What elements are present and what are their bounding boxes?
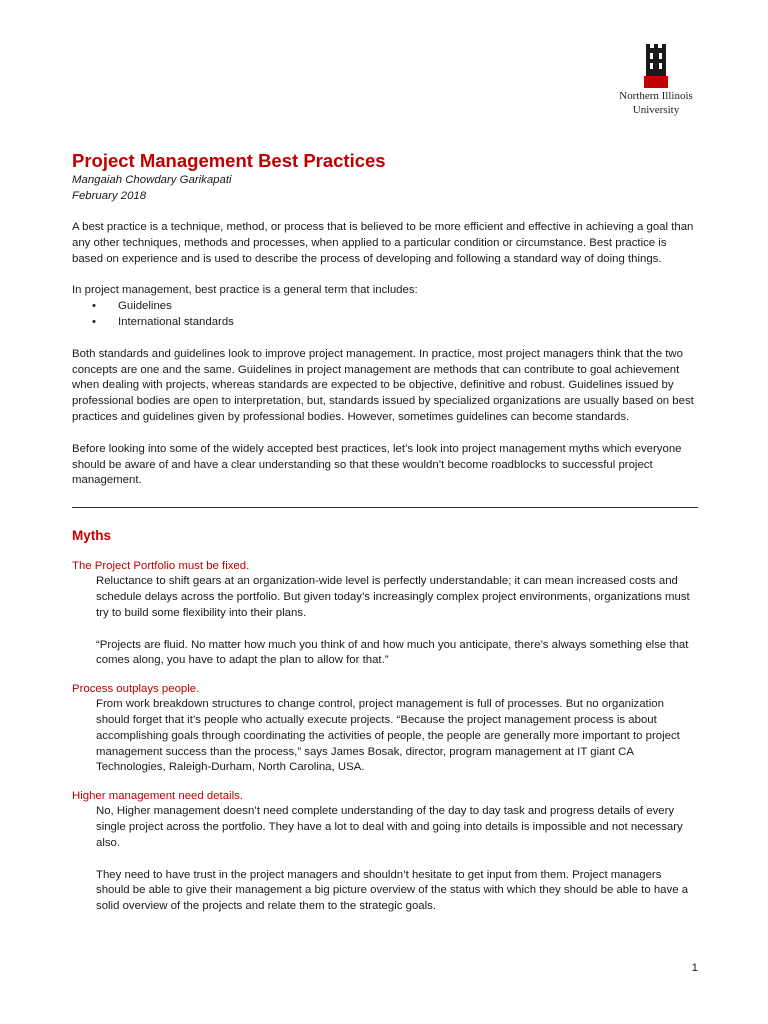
myth-3-paragraph-2: They need to have trust in the project managers and shouldn’t hesitate to get input from them. Project managers should be able to give their management a big picture overview of the status with which they should be able to have a solid overview of the projects and relate them to the strategic goals. xyxy=(96,868,689,913)
university-logo xyxy=(612,44,700,116)
myth-title-1: The Project Portfolio must be fixed. xyxy=(72,560,250,573)
intro-paragraph-3: Both standards and guidelines look to improve project management. In practice, most project managers think that the two concepts are one and the same. Guidelines in project management are methods that can contribute to goal achievement when dealing with projects, whereas standards are expected to be objective, definitive and robust. Guidelines issued by professional bodies are open to interpretation, but, standards issued by specialized organizations are usually based on best practices and guidelines given by professional bodies. However, sometimes guidelines can become standards. xyxy=(72,347,694,423)
date: February 2018 xyxy=(72,190,147,202)
intro-paragraph-4: Before looking into some of the widely accepted best practices, let’s look into project management myths which everyone should be aware of and have a clear understanding so that these wouldn’t become roadblocks to successful project management. xyxy=(72,442,682,487)
myths-heading: Myths xyxy=(72,528,112,544)
intro-paragraph-2: In project management, best practice is a general term that includes: xyxy=(72,284,418,297)
list-item: • Guidelines xyxy=(72,299,698,315)
myth-3-paragraph-1: No, Higher management doesn’t need complete understanding of the day to day task and progress details of every single project across the portfolio. They have a lot to deal with and going into details is impossible and not necessary also. xyxy=(96,805,683,849)
myth-1-paragraph-2: “Projects are fluid. No matter how much you think of and how much you anticipate, there’s always something else that comes along, you have to adapt the plan to allow for that.” xyxy=(96,638,689,667)
list-item: • International standards xyxy=(72,315,698,331)
intro-paragraph-1: A best practice is a technique, method, or process that is believed to be more efficient and effective in achieving a goal than any other techniques, methods and processes, when applied to a particular condition or circumstance. Best practice is based on experience and is used to describe the process of developing and following a standard way of doing things. xyxy=(72,221,694,265)
myth-title-2: Process outplays people. xyxy=(72,683,200,696)
page-number: 1 xyxy=(691,962,698,974)
university-name-line1: Northern Illinois xyxy=(619,90,693,102)
document-body xyxy=(72,150,698,915)
myth-title-3: Higher management need details. xyxy=(72,790,243,803)
section-divider xyxy=(72,507,698,508)
best-practice-list xyxy=(72,299,698,331)
page-title: Project Management Best Practices xyxy=(72,150,386,171)
university-name-line2: University xyxy=(632,104,680,116)
myth-2-paragraph-1: From work breakdown structures to change control, project management is full of processes. But no organization should forget that it’s people who actually execute projects. “Because the project management process is about accomplishing goals through coordinating the activities of people, the people are generally more important to project management success than the process,” says James Bosak, director, program management at IT giant CA Technologies, Raleigh-Durham, North Carolina, USA. xyxy=(96,698,680,774)
author: Mangaiah Chowdary Garikapati xyxy=(72,174,232,186)
niu-tower-logo-icon xyxy=(644,44,668,88)
myth-1-paragraph-1: Reluctance to shift gears at an organization-wide level is perfectly understandable; it can mean increased costs and schedule delays across the portfolio. But given today’s increasingly complex project environments, organizations must try to build some flexibility into their plans. xyxy=(96,575,690,619)
